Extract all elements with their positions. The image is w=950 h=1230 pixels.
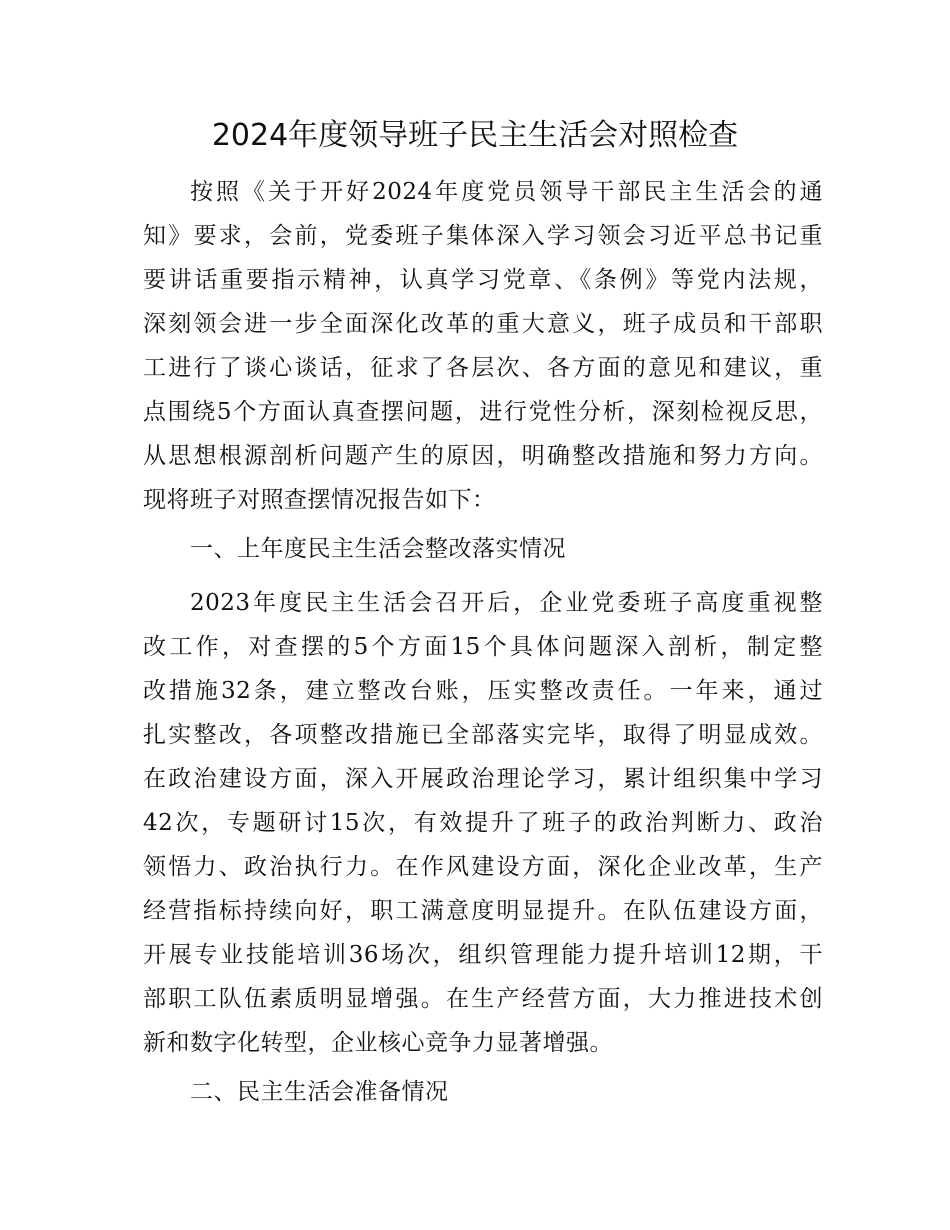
intro-line: 要讲话重要指示精神，认真学习党章、《条例》等党内法规，: [143, 267, 823, 293]
intro-line: 深刻领会进一步全面深化改革的重大意义，班子成员和干部职: [143, 311, 823, 337]
intro-line: 工进行了谈心谈话，征求了各层次、各方面的意见和建议，重: [143, 355, 823, 381]
section1-line: 领悟力、政治执行力。在作风建设方面，深化企业改革，生产: [143, 854, 823, 880]
section1-line: 42次，专题研讨15次，有效提升了班子的政治判断力、政治: [143, 810, 823, 836]
document-title: 2024年度领导班子民主生活会对照检查: [211, 118, 739, 153]
section1-line: 扎实整改，各项整改措施已全部落实完毕，取得了明显成效。: [143, 722, 823, 748]
intro-line: 知》要求，会前，党委班子集体深入学习领会习近平总书记重: [143, 223, 823, 249]
section1-line: 改措施32条，建立整改台账，压实整改责任。一年来，通过: [143, 678, 823, 704]
section-heading-2: 二、民主生活会准备情况: [190, 1079, 449, 1105]
intro-line: 现将班子对照查摆情况报告如下：: [143, 487, 496, 513]
section1-line: 经营指标持续向好，职工满意度明显提升。在队伍建设方面，: [143, 898, 823, 924]
section1-line: 2023年度民主生活会召开后，企业党委班子高度重视整: [190, 590, 823, 616]
intro-line: 从思想根源剖析问题产生的原因，明确整改措施和努力方向。: [143, 443, 823, 469]
section1-line: 改工作，对查摆的5个方面15个具体问题深入剖析，制定整: [143, 634, 823, 660]
section1-line: 在政治建设方面，深入开展政治理论学习，累计组织集中学习: [143, 766, 823, 792]
section1-line: 新和数字化转型，企业核心竞争力显著增强。: [143, 1030, 613, 1056]
intro-line: 点围绕5个方面认真查摆问题，进行党性分析，深刻检视反思，: [143, 399, 823, 425]
section1-line: 部职工队伍素质明显增强。在生产经营方面，大力推进技术创: [143, 986, 823, 1012]
intro-line: 按照《关于开好2024年度党员领导干部民主生活会的通: [190, 179, 823, 205]
section1-line: 开展专业技能培训36场次，组织管理能力提升培训12期，干: [143, 942, 823, 968]
section-heading-1: 一、上年度民主生活会整改落实情况: [190, 536, 566, 562]
